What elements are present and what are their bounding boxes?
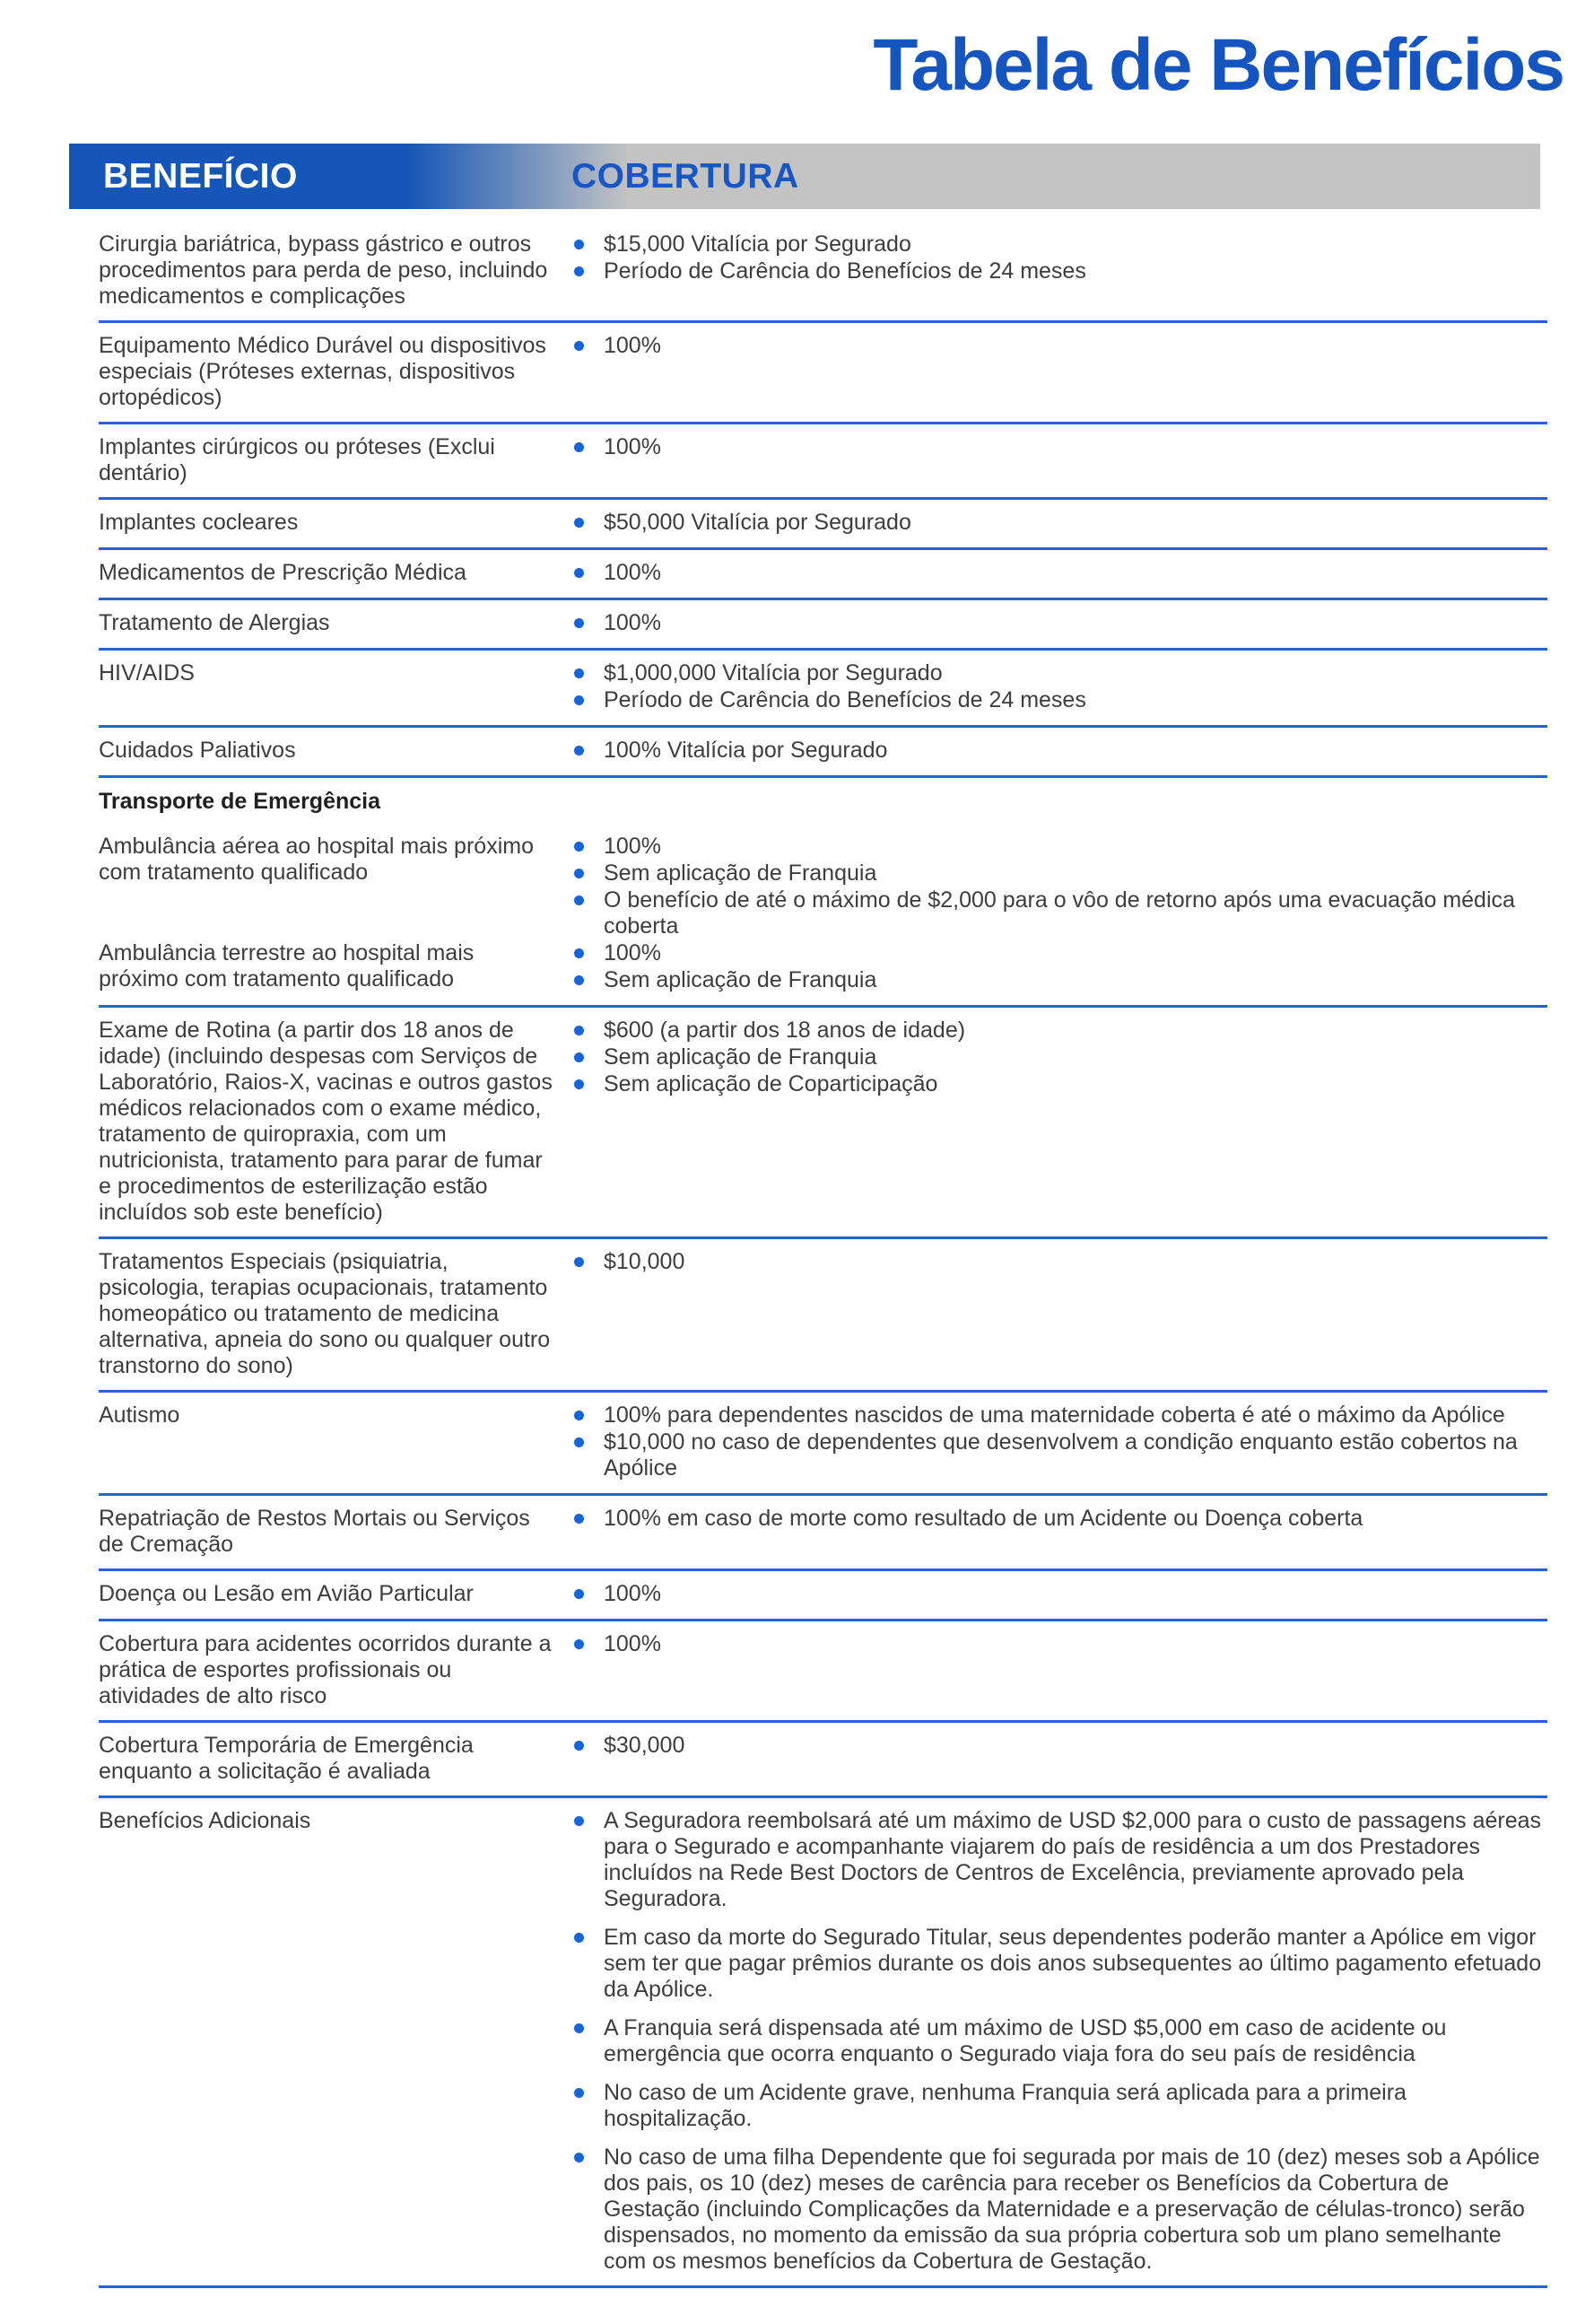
coverage-text: Sem aplicação de Franquia [604, 861, 877, 886]
coverage-cell [574, 1249, 1547, 1379]
coverage-bullet [574, 834, 1547, 860]
coverage-bullet [574, 434, 1547, 460]
bullet-dot-icon [574, 1816, 584, 1826]
table-row [99, 940, 1547, 994]
coverage-text: $1,000,000 Vitalícia por Segurado [604, 660, 943, 686]
benefit-label: Repatriação de Restos Mortais ou Serviços de Cremação [99, 1506, 530, 1557]
coverage-cell [574, 232, 1547, 310]
bullet-dot-icon [574, 746, 584, 756]
bullet-dot-icon [574, 1053, 584, 1062]
table-row [99, 550, 1547, 598]
coverage-cell [574, 1733, 1547, 1785]
bullet-dot-icon [574, 842, 584, 852]
table-row-group [99, 824, 1547, 1005]
coverage-bullet [574, 2080, 1547, 2132]
benefit-label: Ambulância terrestre ao hospital mais próximo com tratamento qualificado [99, 940, 475, 992]
coverage-bullet [574, 940, 1547, 966]
bullet-dot-icon [574, 618, 584, 628]
benefit-label: HIV/AIDS [99, 660, 195, 686]
coverage-bullet [574, 1071, 1547, 1097]
benefit-label: Cobertura Temporária de Emergência enquanto a solicitação é avaliada [99, 1733, 474, 1784]
table-row [99, 222, 1547, 320]
coverage-cell [574, 834, 1547, 940]
coverage-text: 100% [604, 1581, 661, 1606]
benefit-label: Implantes cirúrgicos ou próteses (Exclui dentário) [99, 434, 495, 485]
coverage-cell [574, 1631, 1547, 1709]
coverage-text: Período de Carência do Benefícios de 24 meses [604, 258, 1086, 284]
coverage-text: 100% em caso de morte como resultado de um Acidente ou Doença coberta [604, 1506, 1363, 1531]
table-row [99, 1393, 1547, 1493]
table-row [99, 1798, 1547, 2285]
benefit-label: Exame de Rotina (a partir dos 18 anos de idade) (incluindo despesas com Serviços de Laboratório, Raios-X, vacinas e outros gastos médicos relacionados com o exame médico, tratamento de quiropraxia, com um nutricionista, tratamento para parar de fumar e procedimentos de esterilização estão incluídos sob este benefício) [99, 1018, 553, 1225]
coverage-bullet [574, 1808, 1547, 1912]
table-row [99, 323, 1547, 422]
coverage-cell [574, 660, 1547, 714]
bullet-dot-icon [574, 442, 584, 452]
benefit-label: Autismo [99, 1402, 180, 1428]
section-header-row [99, 778, 1547, 824]
coverage-bullet [574, 1506, 1547, 1532]
coverage-cell [574, 1402, 1547, 1482]
coverage-text: Sem aplicação de Coparticipação [604, 1071, 938, 1096]
table-row [99, 1496, 1547, 1568]
benefit-label: Cuidados Paliativos [99, 738, 296, 763]
coverage-bullet [574, 1044, 1547, 1070]
bullet-dot-icon [574, 2023, 584, 2033]
section-header-label: Transporte de Emergência [99, 789, 381, 814]
coverage-text: 100% [604, 610, 661, 635]
table-row [99, 424, 1547, 497]
coverage-bullet [574, 510, 1547, 536]
coverage-text: Sem aplicação de Franquia [604, 1044, 877, 1070]
coverage-text: O benefício de até o máximo de $2,000 para o vôo de retorno após uma evacuação médica coberta [604, 887, 1515, 939]
coverage-text: Período de Carência do Benefícios de 24 meses [604, 687, 1086, 712]
coverage-bullet [574, 1631, 1547, 1657]
bullet-dot-icon [574, 518, 584, 528]
bullet-dot-icon [574, 668, 584, 678]
table-row [99, 728, 1547, 775]
table-row [99, 500, 1547, 547]
benefit-label: Medicamentos de Prescrição Médica [99, 560, 466, 585]
coverage-text: $10,000 no caso de dependentes que desenvolvem a condição enquanto estão cobertos na Apólice [604, 1429, 1518, 1481]
table-body [99, 222, 1547, 2288]
bullet-dot-icon [574, 2153, 584, 2162]
coverage-text: $50,000 Vitalícia por Segurado [604, 510, 911, 535]
bullet-dot-icon [574, 948, 584, 958]
benefit-label: Tratamento de Alergias [99, 610, 330, 635]
bullet-dot-icon [574, 975, 584, 985]
coverage-cell [574, 940, 1547, 994]
coverage-bullet [574, 333, 1547, 359]
bullet-dot-icon [574, 240, 584, 249]
bullet-dot-icon [574, 568, 584, 578]
coverage-bullet [574, 232, 1547, 258]
coverage-text: 100% [604, 940, 661, 965]
benefit-label: Equipamento Médico Durável ou dispositivos especiais (Próteses externas, dispositivos ortopédicos) [99, 333, 546, 410]
coverage-bullet [574, 660, 1547, 686]
coverage-text: 100% [604, 834, 661, 859]
table-row [99, 1239, 1547, 1390]
page-title: Tabela de Benefícios [873, 24, 1564, 106]
coverage-text: Sem aplicação de Franquia [604, 967, 877, 992]
bullet-dot-icon [574, 2088, 584, 2098]
coverage-cell [574, 1018, 1547, 1226]
table-row [99, 651, 1547, 725]
coverage-text: 100% [604, 333, 661, 358]
coverage-bullet [574, 861, 1547, 887]
benefit-column-header: BENEFÍCIO [103, 156, 298, 196]
coverage-cell [574, 1808, 1547, 2275]
table-row [99, 1571, 1547, 1619]
table-row [99, 1008, 1547, 1236]
coverage-bullet [574, 560, 1547, 586]
bullet-dot-icon [574, 1589, 584, 1599]
coverage-text: Em caso da morte do Segurado Titular, seus dependentes poderão manter a Apólice em vigor sem ter que pagar prêmios durante os dois anos subsequentes ao último pagamento efetuado da Apólice. [604, 1925, 1542, 2002]
benefits-document-page [0, 24, 1594, 2324]
coverage-column-header: COBERTURA [571, 156, 799, 196]
coverage-cell [574, 333, 1547, 411]
coverage-bullet [574, 1581, 1547, 1607]
coverage-text: 100% Vitalícia por Segurado [604, 738, 888, 763]
bullet-dot-icon [574, 266, 584, 276]
coverage-bullet [574, 1733, 1547, 1759]
coverage-bullet [574, 2015, 1547, 2067]
bullet-dot-icon [574, 1437, 584, 1447]
bullet-dot-icon [574, 1411, 584, 1420]
benefit-label: Implantes cocleares [99, 510, 299, 535]
bullet-dot-icon [574, 1257, 584, 1267]
coverage-text: No caso de um Acidente grave, nenhuma Franquia será aplicada para a primeira hospitalização. [604, 2080, 1407, 2131]
coverage-text: A Seguradora reembolsará até um máximo de USD $2,000 para o custo de passagens aéreas para o Segurado e acompanhante viajarem do país de residência a um dos Prestadores incluídos na Rede Best Doctors de Centros de Excelência, previamente aprovado pela Seguradora. [604, 1808, 1542, 1911]
benefit-label: Doença ou Lesão em Avião Particular [99, 1581, 474, 1606]
coverage-text: 100% [604, 560, 661, 585]
bullet-dot-icon [574, 1933, 584, 1943]
bullet-dot-icon [574, 695, 584, 705]
coverage-text: $10,000 [604, 1249, 685, 1274]
coverage-bullet [574, 687, 1547, 713]
bullet-dot-icon [574, 1026, 584, 1035]
bullet-dot-icon [574, 1079, 584, 1089]
coverage-text: 100% [604, 434, 661, 459]
coverage-bullet [574, 887, 1547, 939]
coverage-bullet [574, 967, 1547, 993]
bullet-dot-icon [574, 1639, 584, 1649]
coverage-cell [574, 434, 1547, 486]
bullet-dot-icon [574, 1514, 584, 1524]
table-row [99, 1723, 1547, 1795]
coverage-cell [574, 1506, 1547, 1558]
bullet-dot-icon [574, 341, 584, 351]
coverage-bullet [574, 610, 1547, 636]
coverage-bullet [574, 738, 1547, 764]
coverage-bullet [574, 1249, 1547, 1275]
table-row [99, 1621, 1547, 1720]
bullet-dot-icon [574, 1741, 584, 1751]
coverage-cell [574, 1581, 1547, 1608]
bullet-dot-icon [574, 869, 584, 878]
coverage-text: $15,000 Vitalícia por Segurado [604, 232, 911, 257]
coverage-text: 100% para dependentes nascidos de uma maternidade coberta é até o máximo da Apólice [604, 1402, 1505, 1428]
coverage-bullet [574, 258, 1547, 284]
coverage-cell [574, 560, 1547, 587]
coverage-bullet [574, 2145, 1547, 2275]
table-row [99, 600, 1547, 648]
coverage-text: A Franquia será dispensada até um máximo de USD $5,000 em caso de acidente ou emergência que ocorra enquanto o Segurado viaja fora do seu país de residência [604, 2015, 1447, 2066]
benefit-label: Cobertura para acidentes ocorridos durante a prática de esportes profissionais ou atividades de alto risco [99, 1631, 552, 1708]
table-header-bar [69, 144, 1540, 209]
coverage-bullet [574, 1402, 1547, 1428]
coverage-bullet [574, 1018, 1547, 1044]
bullet-dot-icon [574, 896, 584, 905]
coverage-text: $30,000 [604, 1733, 685, 1758]
benefit-label: Ambulância aérea ao hospital mais próximo com tratamento qualificado [99, 834, 534, 885]
table-row [99, 834, 1547, 940]
coverage-text: $600 (a partir dos 18 anos de idade) [604, 1018, 966, 1043]
coverage-cell [574, 738, 1547, 764]
benefit-label: Cirurgia bariátrica, bypass gástrico e outros procedimentos para perda de peso, incluindo medicamentos e complicações [99, 232, 548, 309]
benefit-label: Benefícios Adicionais [99, 1808, 311, 1833]
benefit-label: Tratamentos Especiais (psiquiatria, psicologia, terapias ocupacionais, tratamento homeopático ou tratamento de medicina alternativa, apneia do sono ou qualquer outro transtorno do sono) [99, 1249, 551, 1378]
coverage-text: No caso de uma filha Dependente que foi segurada por mais de 10 (dez) meses sob a Apólice dos pais, os 10 (dez) meses de carência para receber os Benefícios da Cobertura de Gestação (incluindo Complicações da Maternidade e a preservação de células-tronco) serão dispensados, no momento da emissão da sua própria cobertura sob um plano semelhante com os mesmos benefícios da Cobertura de Gestação. [604, 2145, 1540, 2274]
row-divider [99, 2285, 1547, 2288]
coverage-bullet [574, 1429, 1547, 1481]
coverage-cell [574, 610, 1547, 637]
coverage-cell [574, 510, 1547, 537]
coverage-text: 100% [604, 1631, 661, 1656]
coverage-bullet [574, 1925, 1547, 2003]
